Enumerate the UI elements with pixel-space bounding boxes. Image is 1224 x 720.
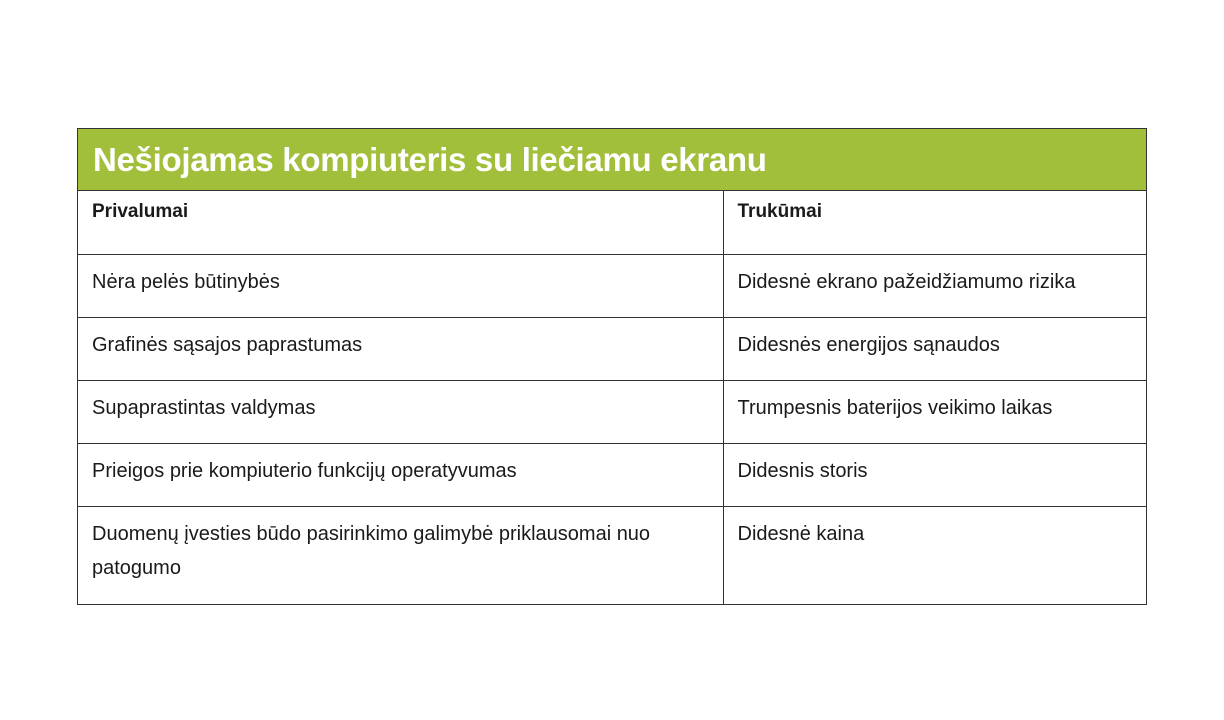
table-row [78, 380, 1146, 443]
table-row [78, 317, 1146, 380]
disadvantage-cell: Trumpesnis baterijos veikimo laikas [723, 380, 1146, 443]
advantage-cell: Nėra pelės būtinybės [78, 254, 723, 317]
table-row [78, 506, 1146, 604]
advantage-cell: Prieigos prie kompiuterio funkcijų operatyvumas [78, 443, 723, 506]
disadvantage-cell: Didesnė ekrano pažeidžiamumo rizika [723, 254, 1146, 317]
advantage-cell: Supaprastintas valdymas [78, 380, 723, 443]
table-header-row [78, 191, 1146, 254]
advantage-cell: Duomenų įvesties būdo pasirinkimo galimybė priklausomai nuo patogumo [78, 506, 723, 604]
disadvantage-cell: Didesnės energijos sąnaudos [723, 317, 1146, 380]
table-row [78, 254, 1146, 317]
table-body [78, 191, 1146, 604]
header-disadvantages: Trukūmai [737, 201, 822, 222]
disadvantage-cell: Didesnė kaina [723, 506, 1146, 604]
table-row [78, 443, 1146, 506]
header-advantages: Privalumai [78, 191, 723, 254]
comparison-table [77, 128, 1147, 605]
advantage-cell: Grafinės sąsajos paprastumas [78, 317, 723, 380]
disadvantage-cell: Didesnis storis [723, 443, 1146, 506]
table-title: Nešiojamas kompiuteris su liečiamu ekranu [78, 129, 1146, 191]
